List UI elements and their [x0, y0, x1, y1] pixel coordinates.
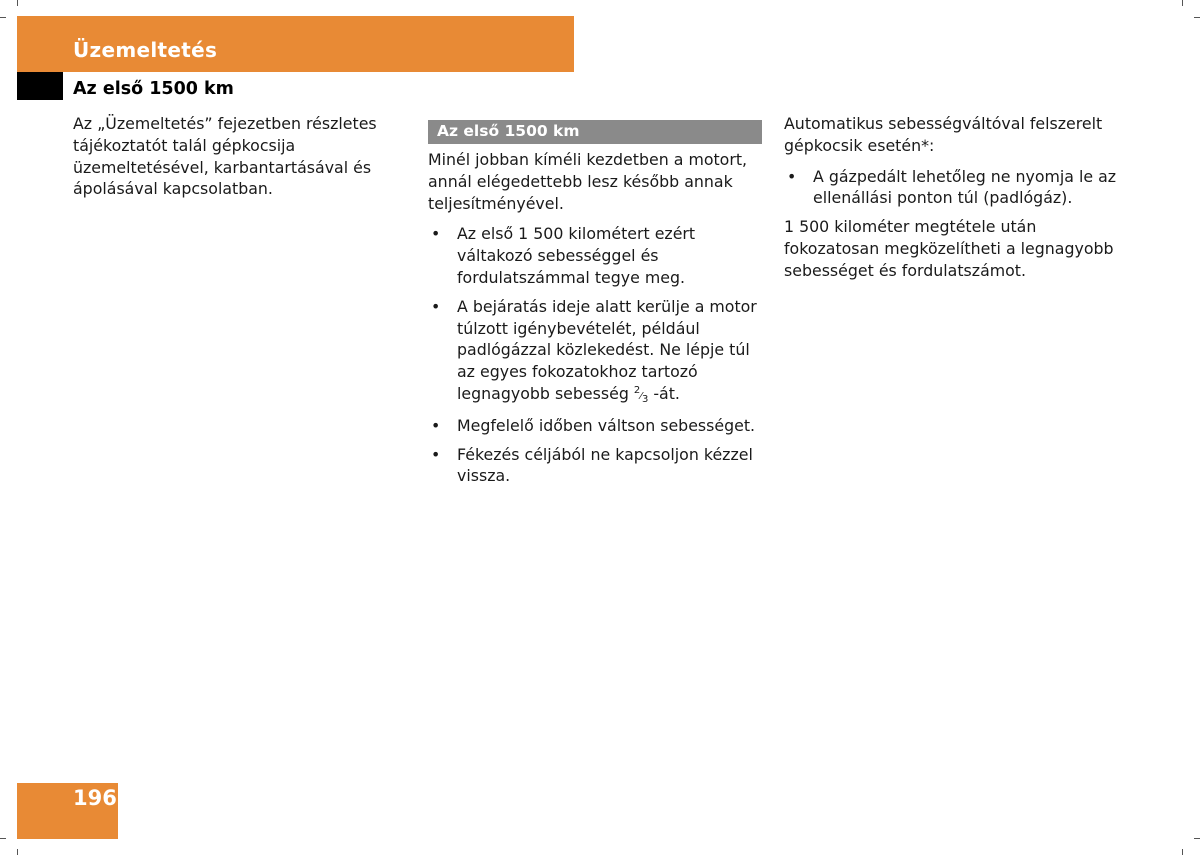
fraction: 2⁄3 [633, 384, 649, 405]
crop-mark [17, 849, 18, 855]
bullet-list [428, 223, 762, 487]
list-item: • Fékezés céljából ne kapcsoljon kézzel vissza. [428, 444, 762, 488]
column-middle [428, 120, 762, 494]
column-left [73, 113, 393, 209]
section-heading: Az első 1500 km [73, 79, 234, 99]
crop-mark [0, 17, 6, 18]
crop-mark [1194, 17, 1200, 18]
section-marker [17, 72, 63, 100]
crop-mark [0, 838, 6, 839]
list-item: • A gázpedált lehetőleg ne nyomja le az ellenállási ponton túl (padlógáz). [784, 166, 1124, 210]
crop-mark [17, 0, 18, 6]
box-heading: Az első 1500 km [428, 120, 762, 144]
outro-paragraph: 1 500 kilométer megtétele után fokozatosan megközelítheti a legnagyobb sebességet és fordulatszámot. [784, 217, 1114, 280]
crop-mark [1182, 0, 1183, 6]
intro-paragraph: Minél jobban kíméli kezdetben a motort, annál elégedettebb lesz később annak teljesítményével. [428, 150, 748, 213]
crop-mark [1182, 849, 1183, 855]
crop-mark [1194, 838, 1200, 839]
list-item: • Az első 1 500 kilométert ezért váltakozó sebességgel és fordulatszámmal tegye meg. [428, 223, 762, 288]
list-item: • Megfelelő időben váltson sebességet. [428, 415, 762, 437]
chapter-title: Üzemeltetés [73, 38, 218, 62]
column-right [784, 113, 1124, 291]
bullet-list [784, 166, 1124, 210]
page-number: 196 [73, 786, 117, 810]
intro-paragraph: Automatikus sebességváltóval felszerelt gépkocsik esetén*: [784, 114, 1103, 155]
list-item: • A bejáratás ideje alatt kerülje a motor túlzott igénybevételét, például padlógázzal közlekedést. Ne lépje túl az egyes fokozatokhoz tartozó legnagyobb sebesség 2⁄3 -át. [428, 296, 762, 408]
intro-paragraph: Az „Üzemeltetés” fejezetben részletes tájékoztatót talál gépkocsija üzemeltetésével, karbantartásával és ápolásával kapcsolatban. [73, 114, 377, 199]
